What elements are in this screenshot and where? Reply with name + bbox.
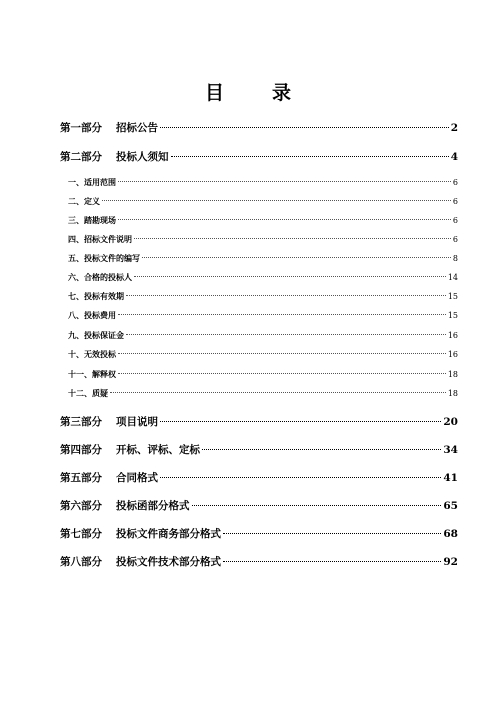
toc-part-label: 第四部分 <box>60 444 102 456</box>
toc-entry-part-4[interactable] <box>60 442 458 457</box>
toc-entry-part-7[interactable] <box>60 526 458 541</box>
toc-entry-section-2[interactable] <box>68 196 458 207</box>
leader-dots <box>171 156 449 157</box>
toc-entry-part-2[interactable] <box>60 149 458 164</box>
toc-entry-name: 投标文件商务部分格式 <box>116 528 221 540</box>
toc-page-number: 8 <box>452 254 458 263</box>
toc-part-label: 第一部分 <box>60 122 102 134</box>
toc-entry-section-3[interactable] <box>68 215 458 226</box>
leader-dots <box>110 392 446 393</box>
leader-dots <box>223 533 441 534</box>
toc-entry-name: 合同格式 <box>116 472 158 484</box>
toc-entry-name: 投标函部分格式 <box>116 500 190 512</box>
toc-entry-name: 投标人须知 <box>116 151 169 163</box>
toc-page-number: 92 <box>443 556 458 568</box>
toc-entry-section-7[interactable] <box>68 291 458 302</box>
toc-entry-section-10[interactable] <box>68 349 458 360</box>
leader-dots <box>160 477 441 478</box>
toc-part-label: 第二部分 <box>60 151 102 163</box>
leader-dots <box>118 219 451 220</box>
toc-page-number: 68 <box>443 528 458 540</box>
toc-entry-name: 项目说明 <box>116 416 158 428</box>
leader-dots <box>160 421 441 422</box>
toc-entry-name: 十一、解释权 <box>68 369 116 379</box>
toc-entry-section-4[interactable] <box>68 234 458 245</box>
leader-dots <box>202 449 441 450</box>
leader-dots <box>134 276 446 277</box>
toc-part-label: 第三部分 <box>60 416 102 428</box>
toc-page-number: 6 <box>452 235 458 244</box>
toc-page-number: 65 <box>443 500 458 512</box>
toc-entry-name: 十二、质疑 <box>68 388 108 398</box>
leader-dots <box>142 257 451 258</box>
toc-page-number: 34 <box>443 444 458 456</box>
toc-page-number: 41 <box>443 472 458 484</box>
toc-entry-name: 七、投标有效期 <box>68 291 124 301</box>
leader-dots <box>102 200 451 201</box>
toc-entry-section-8[interactable] <box>68 310 458 321</box>
toc-page-number: 18 <box>447 389 458 398</box>
toc-entry-part-8[interactable] <box>60 554 458 569</box>
toc-page-number: 15 <box>447 311 458 320</box>
toc-entry-name: 九、投标保证金 <box>68 330 124 340</box>
toc-entry-name: 四、招标文件说明 <box>68 234 132 244</box>
toc-page-number: 16 <box>447 331 458 340</box>
leader-dots <box>160 127 449 128</box>
toc-entry-section-11[interactable] <box>68 369 458 380</box>
toc-part-label: 第五部分 <box>60 472 102 484</box>
toc-title-char-2: 录 <box>272 82 292 104</box>
toc-entry-name: 六、合格的投标人 <box>68 272 132 282</box>
toc-entry-name: 招标公告 <box>116 122 158 134</box>
toc-entry-section-1[interactable] <box>68 177 458 188</box>
toc-part-label: 第七部分 <box>60 528 102 540</box>
leader-dots <box>134 238 451 239</box>
leader-dots <box>223 561 441 562</box>
toc-page-number: 14 <box>447 273 458 282</box>
toc-page-number: 6 <box>452 178 458 187</box>
toc-entry-section-12[interactable] <box>68 388 458 399</box>
toc-entry-name: 五、投标文件的编写 <box>68 253 140 263</box>
toc-page-number: 4 <box>450 151 458 163</box>
toc-page-number: 6 <box>452 197 458 206</box>
toc-title-char-1: 目 <box>204 82 224 104</box>
toc-title <box>0 78 496 105</box>
toc-part-label: 第八部分 <box>60 556 102 568</box>
toc-page-number: 18 <box>447 370 458 379</box>
toc-entry-name: 三、踏勘现场 <box>68 215 116 225</box>
leader-dots <box>192 505 442 506</box>
leader-dots <box>126 295 446 296</box>
toc-page-number: 6 <box>452 216 458 225</box>
toc-entry-part-1[interactable] <box>60 120 458 135</box>
toc-entry-name: 开标、评标、定标 <box>116 444 200 456</box>
toc-page-number: 2 <box>450 122 458 134</box>
toc-entry-name: 二、定义 <box>68 196 100 206</box>
toc-entry-name: 投标文件技术部分格式 <box>116 556 221 568</box>
toc-entry-part-5[interactable] <box>60 470 458 485</box>
toc-entry-section-6[interactable] <box>68 272 458 283</box>
toc-page-number: 20 <box>443 416 458 428</box>
toc-entry-section-9[interactable] <box>68 330 458 341</box>
toc-entry-part-6[interactable] <box>60 498 458 513</box>
toc-entry-name: 十、无效投标 <box>68 349 116 359</box>
toc-entry-name: 八、投标费用 <box>68 310 116 320</box>
leader-dots <box>118 353 446 354</box>
toc-entry-part-3[interactable] <box>60 414 458 429</box>
leader-dots <box>118 314 446 315</box>
leader-dots <box>126 334 446 335</box>
leader-dots <box>118 181 451 182</box>
toc-page-number: 15 <box>447 292 458 301</box>
toc-page-number: 16 <box>447 350 458 359</box>
toc-part-label: 第六部分 <box>60 500 102 512</box>
toc-entry-name: 一、适用范围 <box>68 177 116 187</box>
toc-entry-section-5[interactable] <box>68 253 458 264</box>
leader-dots <box>118 373 446 374</box>
